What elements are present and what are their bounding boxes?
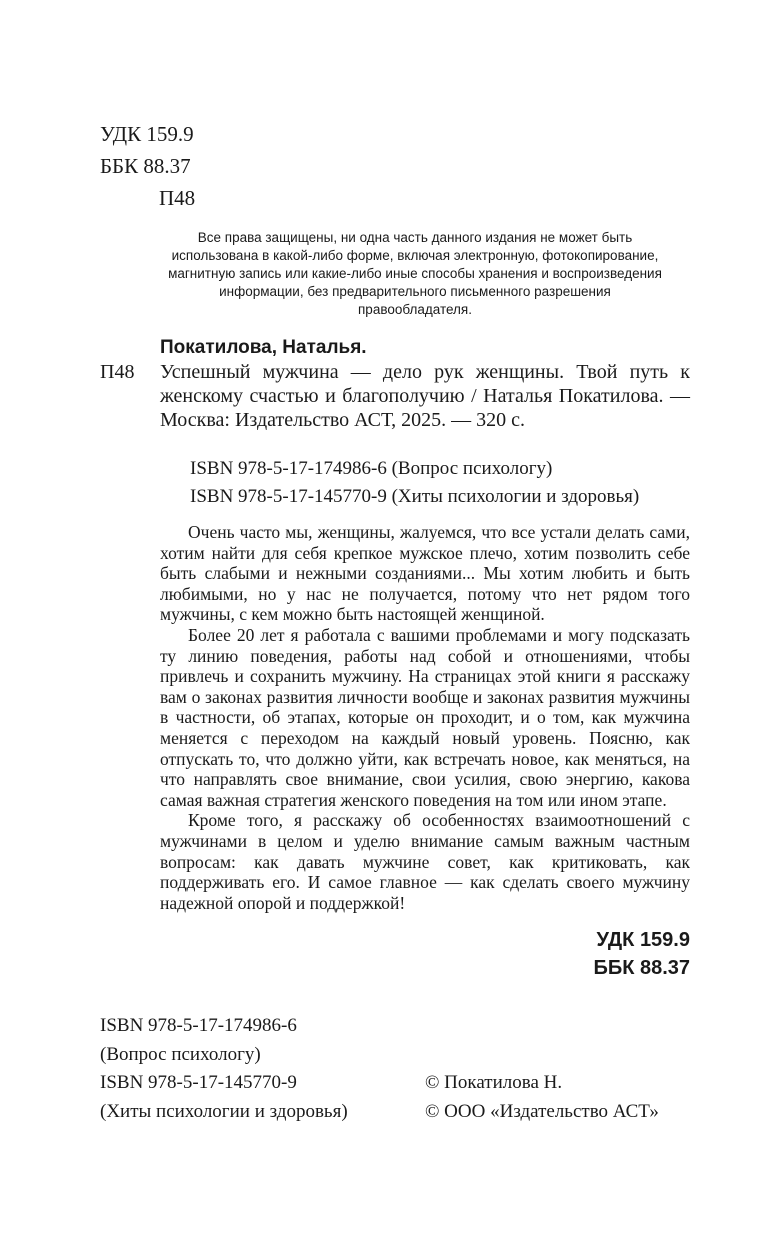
footer-copyright-block: [425, 1069, 659, 1126]
bbk-bottom: ББК 88.37: [593, 957, 690, 979]
author-code: П48: [100, 361, 135, 383]
footer-isbn-block: [100, 1012, 348, 1126]
rights-notice: [120, 229, 710, 319]
annotation-paragraph: Очень часто мы, женщины, жалуемся, что все устали делать сами, хотим найти для себя крепкое мужское плечо, хотим позволить себе быть слабыми и нежными созданиями... Мы хотим любить и быть любимыми, но у нас не получается, потому что нет рядом того мужчины, с кем можно быть настоящей женщиной.: [160, 522, 690, 625]
footer-isbn-2: ISBN 978-5-17-145770-9: [100, 1072, 297, 1093]
footer-isbn-1: ISBN 978-5-17-174986-6: [100, 1015, 297, 1036]
author-mark-top: П48: [159, 186, 196, 210]
annotation-paragraph: Более 20 лет я работала с вашими проблемами и могу подсказать ту линию поведения, работы над собой и отношениями, чтобы привлечь и сохранить мужчину. На страницах этой книги я расскажу вам о законах развития личности вообще и законах развития мужчины в частности, об этапах, которые он проходит, и о том, как мужчина меняется с переходом на каждый новый уровень. Поясню, как отпускать то, что должно уйти, как встречать новое, как меняться, на что направлять свое внимание, свои усилия, свою энергию, какова самая важная стратегия женского поведения на том или ином этапе.: [160, 624, 690, 810]
copyright-publisher: © ООО «Издательство АСТ»: [425, 1100, 659, 1122]
udk-bottom: УДК 159.9: [596, 929, 690, 951]
rights-line: Все права защищены, ни одна часть данного издания не может быть: [197, 230, 633, 245]
bbk-top: ББК 88.37: [100, 154, 191, 178]
author-heading: Покатилова, Наталья.: [160, 337, 367, 358]
rights-line: магнитную запись или какие-либо иные способы хранения и воспроизведения: [168, 266, 662, 281]
footer-series-1: (Вопрос психологу): [100, 1043, 261, 1065]
isbn-entry-1: ISBN 978-5-17-174986-6 (Вопрос психологу): [190, 458, 553, 479]
annotation: [160, 522, 690, 913]
isbn-entry-2: ISBN 978-5-17-145770-9 (Хиты психологии и здоровья): [190, 486, 640, 507]
copyright-author: © Покатилова Н.: [425, 1072, 563, 1093]
rights-line: правообладателя.: [358, 302, 472, 317]
annotation-paragraph: Кроме того, я расскажу об особенностях взаимоотношений с мужчинами в целом и уделю внимание самым важным частным вопросам: как давать мужчине совет, как критиковать, как поддерживать его. И самое главное — как сделать своего мужчину надежной опорой и поддержкой!: [160, 810, 690, 913]
udk-top: УДК 159.9: [100, 122, 194, 146]
bibliographic-description: Успешный мужчина — дело рук женщины. Твой путь к женскому счастью и благополучию / Наталья Покатилова. — Москва: Издательство АСТ, 2025. — 320 с.: [160, 361, 690, 431]
footer-series-2: (Хиты психологии и здоровья): [100, 1100, 348, 1122]
rights-line: информации, без предварительного письменного разрешения: [219, 284, 611, 299]
rights-line: использована в какой-либо форме, включая электронную, фотокопирование,: [171, 248, 659, 263]
